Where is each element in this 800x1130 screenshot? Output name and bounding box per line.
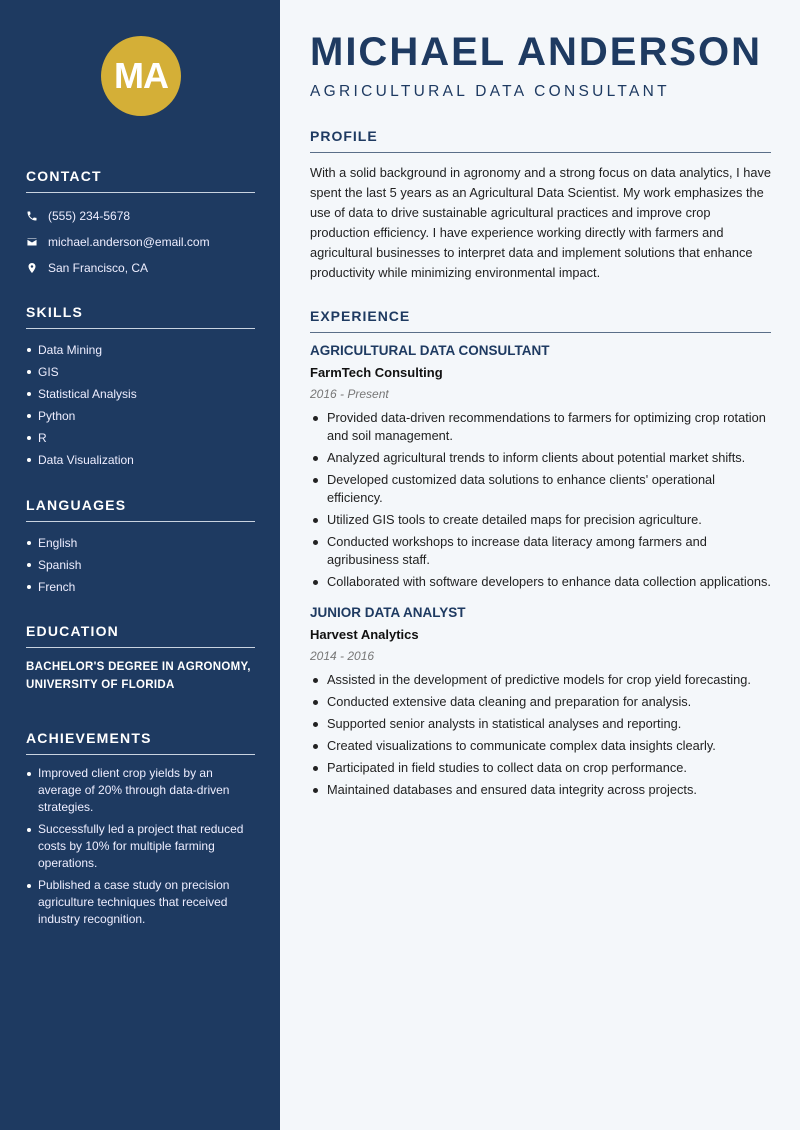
achievements-heading: ACHIEVEMENTS: [26, 730, 255, 755]
experience-heading: EXPERIENCE: [310, 308, 771, 333]
language-item: English: [26, 532, 255, 554]
language-item: Spanish: [26, 554, 255, 576]
education-heading: EDUCATION: [26, 623, 255, 648]
job-bullet: Collaborated with software developers to enhance data collection applications.: [310, 573, 771, 591]
profile-heading: PROFILE: [310, 128, 771, 153]
skill-item: Python: [26, 405, 255, 427]
job-bullet: Supported senior analysts in statistical analyses and reporting.: [310, 715, 771, 733]
job-bullet: Provided data-driven recommendations to farmers for optimizing crop rotation and soil management.: [310, 409, 771, 445]
contact-email: [26, 229, 255, 255]
job-title: AGRICULTURAL DATA CONSULTANT: [310, 83, 670, 100]
job-bullet: Participated in field studies to collect data on crop performance.: [310, 759, 771, 777]
profile-section: [310, 128, 771, 283]
skill-item: Statistical Analysis: [26, 383, 255, 405]
achievement-item: Successfully led a project that reduced costs by 10% for multiple farming operations.: [26, 821, 255, 872]
email-icon: [26, 236, 38, 248]
job-entry-dates: 2014 - 2016: [310, 649, 375, 663]
job-entry-dates: 2016 - Present: [310, 387, 389, 401]
languages-section: [26, 497, 255, 598]
education-degree: BACHELOR'S DEGREE IN AGRONOMY, UNIVERSITY OF FLORIDA: [26, 661, 251, 691]
job-bullet: Maintained databases and ensured data integrity across projects.: [310, 781, 771, 799]
skills-heading: SKILLS: [26, 304, 255, 329]
job-bullet: Assisted in the development of predictive models for crop yield forecasting.: [310, 671, 771, 689]
contact-heading: CONTACT: [26, 168, 255, 193]
contact-location: San Francisco, CA: [26, 255, 255, 281]
job-bullet: Utilized GIS tools to create detailed maps for precision agriculture.: [310, 511, 771, 529]
job-bullet: Conducted workshops to increase data literacy among farmers and agribusiness staff.: [310, 533, 771, 569]
skill-item: Data Visualization: [26, 449, 255, 471]
skills-section: [26, 304, 255, 471]
location-pin-icon: [26, 262, 38, 274]
job-bullet: Conducted extensive data cleaning and preparation for analysis.: [310, 693, 771, 711]
language-item: French: [26, 576, 255, 598]
avatar: MA: [101, 36, 181, 116]
contact-section: [26, 168, 255, 281]
achievement-item: Improved client crop yields by an average of 20% through data-driven strategies.: [26, 765, 255, 816]
phone-icon: [26, 210, 38, 222]
job-entry: [310, 343, 771, 591]
profile-text: With a solid background in agronomy and a strong focus on data analytics, I have spent the last 5 years as an Agricultural Data Scientist. My work emphasizes the use of data to drive sustainable agricultural practices and improve crop production efficiency. I have experience working directly with farmers and agricultural businesses to interpret data and implement solutions that enhance productivity while minimizing environmental impact.: [310, 165, 771, 280]
skill-item: R: [26, 427, 255, 449]
experience-section: [310, 308, 771, 803]
achievements-section: [26, 730, 255, 933]
skill-item: GIS: [26, 361, 255, 383]
contact-phone: (555) 234-5678: [26, 203, 255, 229]
job-bullet: Analyzed agricultural trends to inform clients about potential market shifts.: [310, 449, 771, 467]
job-entry-title: JUNIOR DATA ANALYST: [310, 605, 466, 620]
job-entry-title: AGRICULTURAL DATA CONSULTANT: [310, 343, 550, 358]
full-name: MICHAEL ANDERSON: [310, 30, 763, 74]
sidebar: [0, 0, 280, 1130]
job-entry-company: Harvest Analytics: [310, 627, 419, 642]
skill-item: Data Mining: [26, 339, 255, 361]
languages-heading: LANGUAGES: [26, 497, 255, 522]
email-link[interactable]: michael.anderson@email.com: [48, 235, 210, 249]
achievement-item: Published a case study on precision agriculture techniques that received industry recognition.: [26, 877, 255, 928]
job-entry-company: FarmTech Consulting: [310, 365, 443, 380]
education-section: [26, 623, 255, 694]
job-entry: [310, 605, 771, 799]
job-bullet: Developed customized data solutions to enhance clients' operational efficiency.: [310, 471, 771, 507]
job-bullet: Created visualizations to communicate complex data insights clearly.: [310, 737, 771, 755]
